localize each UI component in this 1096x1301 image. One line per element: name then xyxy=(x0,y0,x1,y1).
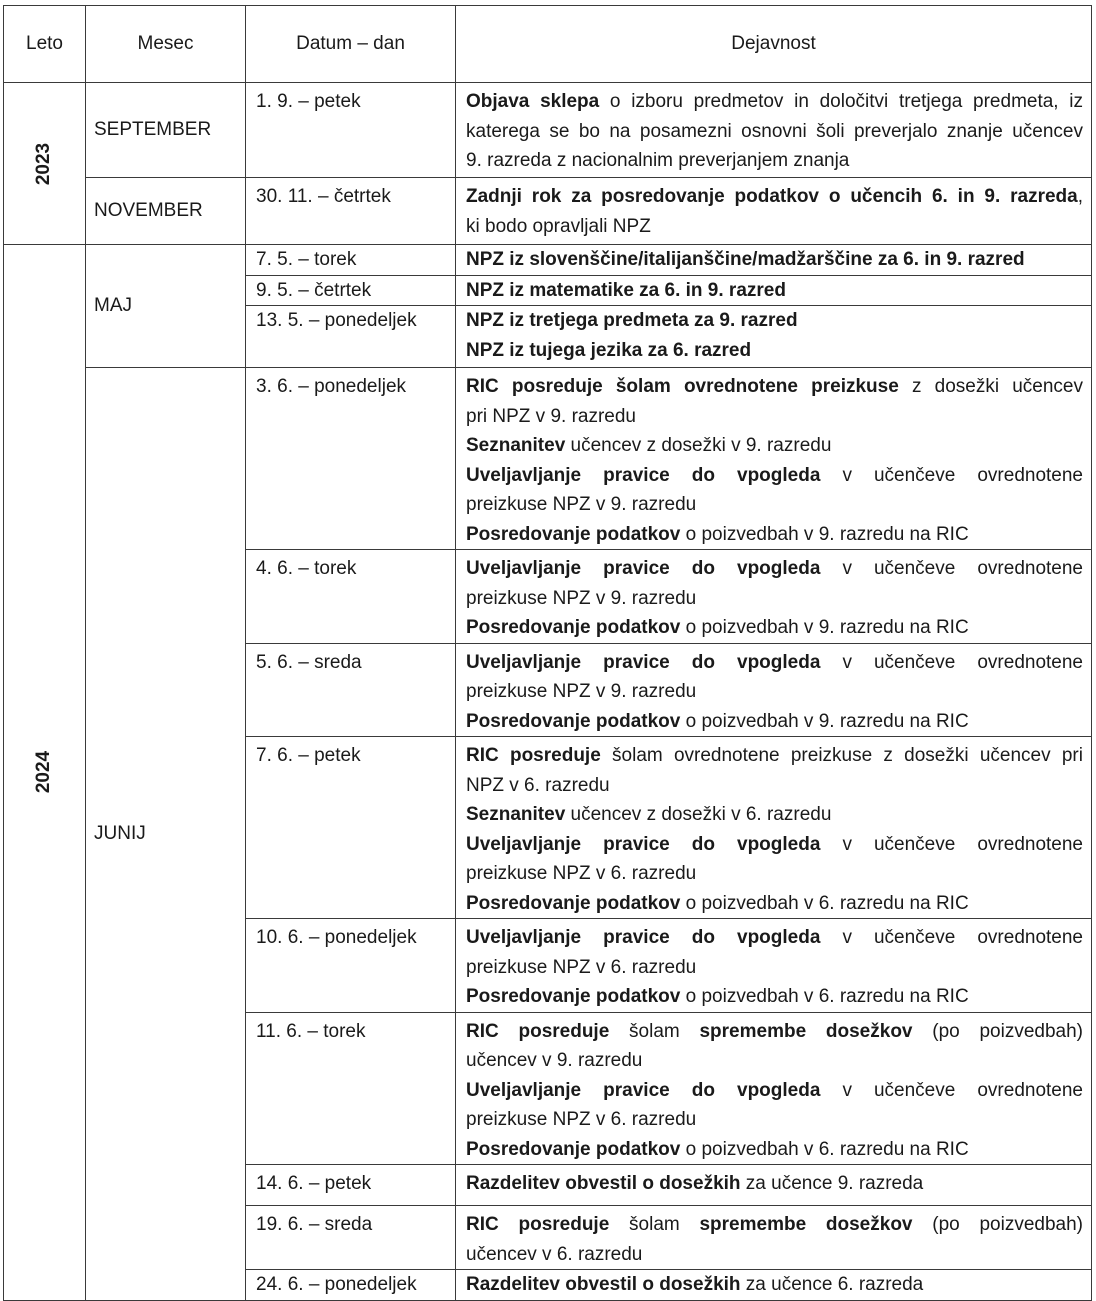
activity-text: preizkuse NPZ v 6. razredu xyxy=(466,1109,697,1130)
activity-bold-text: Objava sklepa xyxy=(466,91,600,112)
activity-text: NPZ v 6. razredu xyxy=(466,774,610,796)
activity-line xyxy=(466,490,1083,520)
activity-bold-text: Uveljavljanje pravice do vpogleda xyxy=(466,464,821,486)
activity-text: preizkuse NPZ v 6. razredu xyxy=(466,863,697,884)
activity-bold-text: NPZ iz tretjega predmeta za 9. razred xyxy=(466,310,798,331)
activity-line xyxy=(466,87,1083,117)
activity-line xyxy=(466,859,1083,889)
activity-bold-text: NPZ iz tujega jezika za 6. razred xyxy=(466,339,752,361)
activity-text: katerega se bo na posamezni osnovni šoli preverjalo znanje učencev xyxy=(466,120,1083,142)
date-cell xyxy=(246,643,456,737)
activity-cell xyxy=(456,245,1092,276)
date-cell xyxy=(246,275,456,306)
header-month: Mesec xyxy=(86,6,246,83)
activity-text: preizkuse NPZ v 9. razredu xyxy=(466,681,697,702)
activity-line xyxy=(466,212,1083,242)
activity-text: o izboru predmetov in določitvi tretjega predmeta, iz xyxy=(599,91,1084,112)
activity-bold-text: RIC posreduje xyxy=(466,745,601,766)
date-text: 3. 6. – ponedeljek xyxy=(256,376,407,397)
activity-text: šolam ovrednotene preizkuse z dosežki učencev pri xyxy=(600,745,1083,766)
activity-line xyxy=(466,923,1083,953)
activity-cell xyxy=(456,550,1092,644)
activity-bold-text: NPZ iz matematike za 6. in 9. razred xyxy=(466,279,786,301)
month-cell-september: SEPTEMBER xyxy=(86,83,246,178)
activity-text: o poizvedbah v 9. razredu na RIC xyxy=(680,710,969,732)
activity-cell xyxy=(456,275,1092,306)
year-label: 2023 xyxy=(33,142,55,185)
activity-text: učencev v 6. razredu xyxy=(466,1243,643,1265)
activity-line xyxy=(466,1076,1083,1106)
activity-line xyxy=(466,1240,1083,1270)
activity-line xyxy=(466,800,1083,830)
table-row xyxy=(4,83,1092,178)
activity-bold-text: Zadnji rok za posredovanje podatkov o učencih 6. in 9. razreda xyxy=(466,186,1078,207)
activity-line xyxy=(466,431,1083,461)
date-text: 19. 6. – sreda xyxy=(256,1214,373,1235)
date-text: 9. 5. – četrtek xyxy=(256,279,372,301)
activity-cell xyxy=(456,643,1092,737)
table-row xyxy=(4,368,1092,550)
activity-line xyxy=(466,146,1083,176)
activity-line xyxy=(466,117,1083,147)
activity-bold-text: Razdelitev obvestil o dosežkih xyxy=(466,1274,741,1295)
activity-line xyxy=(466,520,1083,550)
activity-text: (po poizvedbah) xyxy=(912,1020,1083,1042)
header-row xyxy=(4,6,1092,83)
date-cell xyxy=(246,178,456,245)
activity-line xyxy=(466,1017,1083,1047)
activity-cell xyxy=(456,368,1092,550)
date-cell xyxy=(246,83,456,178)
activity-text: v učenčeve ovrednotene xyxy=(820,833,1083,855)
year-cell-2023 xyxy=(4,83,86,245)
date-text: 5. 6. – sreda xyxy=(256,651,362,673)
activity-text: 9. razreda z nacionalnim preverjanjem znanja xyxy=(466,150,850,171)
activity-line xyxy=(466,613,1083,643)
activity-line xyxy=(466,245,1083,275)
activity-bold-text: Uveljavljanje pravice do vpogleda xyxy=(466,651,821,673)
year-label: 2024 xyxy=(33,751,55,794)
activity-bold-text: Posredovanje podatkov xyxy=(466,523,681,545)
activity-text: preizkuse NPZ v 9. razredu xyxy=(466,494,697,515)
activity-text: preizkuse NPZ v 9. razredu xyxy=(466,587,697,609)
date-cell xyxy=(246,306,456,368)
activity-cell xyxy=(456,178,1092,245)
activity-text: (po poizvedbah) xyxy=(912,1214,1083,1235)
activity-line xyxy=(466,306,1083,336)
activity-line xyxy=(466,276,1083,306)
date-cell xyxy=(246,368,456,550)
date-text: 30. 11. – četrtek xyxy=(256,186,391,207)
activity-bold-text: Posredovanje podatkov xyxy=(466,986,681,1007)
activity-cell xyxy=(456,83,1092,178)
date-cell xyxy=(246,919,456,1013)
activity-text: za učence 9. razreda xyxy=(740,1173,924,1194)
activity-text: o poizvedbah v 6. razredu na RIC xyxy=(680,892,969,914)
activity-bold-text: spremembe dosežkov xyxy=(699,1020,913,1042)
header-year: Leto xyxy=(4,6,86,83)
activity-line xyxy=(466,707,1083,737)
activity-line xyxy=(466,372,1083,402)
activity-bold-text: Posredovanje podatkov xyxy=(466,710,681,732)
activity-text: v učenčeve ovrednotene xyxy=(820,464,1083,486)
activity-cell xyxy=(456,1012,1092,1165)
activity-text: pri NPZ v 9. razredu xyxy=(466,405,636,427)
activity-line xyxy=(466,889,1083,919)
activity-line xyxy=(466,953,1083,983)
activity-cell xyxy=(456,306,1092,368)
activity-bold-text: spremembe dosežkov xyxy=(699,1214,913,1235)
activity-text: preizkuse NPZ v 6. razredu xyxy=(466,956,697,978)
activity-text: učencev z dosežki v 9. razredu xyxy=(565,435,832,456)
activity-line xyxy=(466,1210,1083,1240)
activity-bold-text: Uveljavljanje pravice do vpogleda xyxy=(466,833,821,855)
date-text: 10. 6. – ponedeljek xyxy=(256,927,417,948)
table-row xyxy=(4,245,1092,276)
month-cell-junij: JUNIJ xyxy=(86,368,246,1301)
activity-line xyxy=(466,771,1083,801)
date-text: 14. 6. – petek xyxy=(256,1173,372,1194)
date-text: 11. 6. – torek xyxy=(256,1020,366,1042)
activity-line xyxy=(466,336,1083,366)
activity-text: ki bodo opravljali NPZ xyxy=(466,215,651,237)
date-cell xyxy=(246,1165,456,1206)
table-row xyxy=(4,178,1092,245)
activity-bold-text: Uveljavljanje pravice do vpogleda xyxy=(466,1079,821,1101)
activity-text: šolam xyxy=(609,1214,700,1235)
activity-line xyxy=(466,1046,1083,1076)
activity-text: učencev z dosežki v 6. razredu xyxy=(565,804,832,825)
activity-line xyxy=(466,584,1083,614)
activity-line xyxy=(466,1135,1083,1165)
activity-bold-text: Uveljavljanje pravice do vpogleda xyxy=(466,927,821,948)
activity-text: v učenčeve ovrednotene xyxy=(820,927,1083,948)
activity-bold-text: Posredovanje podatkov xyxy=(466,1138,681,1160)
date-cell xyxy=(246,1012,456,1165)
activity-bold-text: Seznanitev xyxy=(466,804,566,825)
activity-text: o poizvedbah v 6. razredu na RIC xyxy=(680,986,969,1007)
date-cell xyxy=(246,1206,456,1270)
activity-cell xyxy=(456,1165,1092,1206)
activity-text: učencev v 9. razredu xyxy=(466,1050,643,1071)
year-cell-2024 xyxy=(4,245,86,1301)
activity-cell xyxy=(456,737,1092,919)
activity-text: šolam xyxy=(609,1020,700,1042)
activity-bold-text: Posredovanje podatkov xyxy=(466,617,681,638)
activity-text: z dosežki učencev xyxy=(898,376,1084,397)
activity-line xyxy=(466,461,1083,491)
activity-text: v učenčeve ovrednotene xyxy=(820,558,1083,579)
activity-bold-text: RIC posreduje xyxy=(466,1214,610,1235)
activity-line xyxy=(466,182,1083,212)
activity-text: o poizvedbah v 9. razredu na RIC xyxy=(680,523,969,545)
activity-bold-text: Razdelitev obvestil o dosežkih xyxy=(466,1173,741,1194)
header-activity: Dejavnost xyxy=(456,6,1092,83)
activity-line xyxy=(466,554,1083,584)
activity-text: o poizvedbah v 6. razredu na RIC xyxy=(680,1138,969,1160)
activity-cell xyxy=(456,1206,1092,1270)
activity-line xyxy=(466,1270,1083,1300)
activity-line xyxy=(466,648,1083,678)
activity-text: o poizvedbah v 9. razredu na RIC xyxy=(680,617,969,638)
activity-bold-text: Posredovanje podatkov xyxy=(466,892,681,914)
activity-bold-text: Seznanitev xyxy=(466,435,566,456)
activity-line xyxy=(466,741,1083,771)
month-cell-november: NOVEMBER xyxy=(86,178,246,245)
activity-line xyxy=(466,677,1083,707)
date-text: 1. 9. – petek xyxy=(256,91,361,112)
date-text: 24. 6. – ponedeljek xyxy=(256,1274,417,1295)
activity-line xyxy=(466,1105,1083,1135)
activity-line xyxy=(466,830,1083,860)
activity-cell xyxy=(456,1270,1092,1301)
activity-cell xyxy=(456,919,1092,1013)
activity-bold-text: RIC posreduje xyxy=(466,1020,610,1042)
month-cell-maj: MAJ xyxy=(86,245,246,368)
date-cell xyxy=(246,1270,456,1301)
date-cell xyxy=(246,550,456,644)
date-text: 7. 5. – torek xyxy=(256,249,357,270)
date-text: 4. 6. – torek xyxy=(256,558,357,579)
date-text: 7. 6. – petek xyxy=(256,745,361,766)
date-cell xyxy=(246,737,456,919)
activity-line xyxy=(466,402,1083,432)
activity-bold-text: NPZ iz slovenščine/italijanščine/madžarščine za 6. in 9. razred xyxy=(466,249,1025,270)
date-text: 13. 5. – ponedeljek xyxy=(256,310,417,331)
date-cell xyxy=(246,245,456,276)
activity-text: v učenčeve ovrednotene xyxy=(820,1079,1083,1101)
activity-bold-text: Uveljavljanje pravice do vpogleda xyxy=(466,558,821,579)
header-date: Datum – dan xyxy=(246,6,456,83)
activity-text: za učence 6. razreda xyxy=(740,1274,924,1295)
activity-text: , xyxy=(1077,186,1083,207)
activity-line xyxy=(466,1169,1083,1199)
npz-schedule-table xyxy=(3,5,1092,1301)
activity-bold-text: RIC posreduje šolam ovrednotene preizkuse xyxy=(466,376,899,397)
activity-line xyxy=(466,982,1083,1012)
activity-text: v učenčeve ovrednotene xyxy=(820,651,1083,673)
